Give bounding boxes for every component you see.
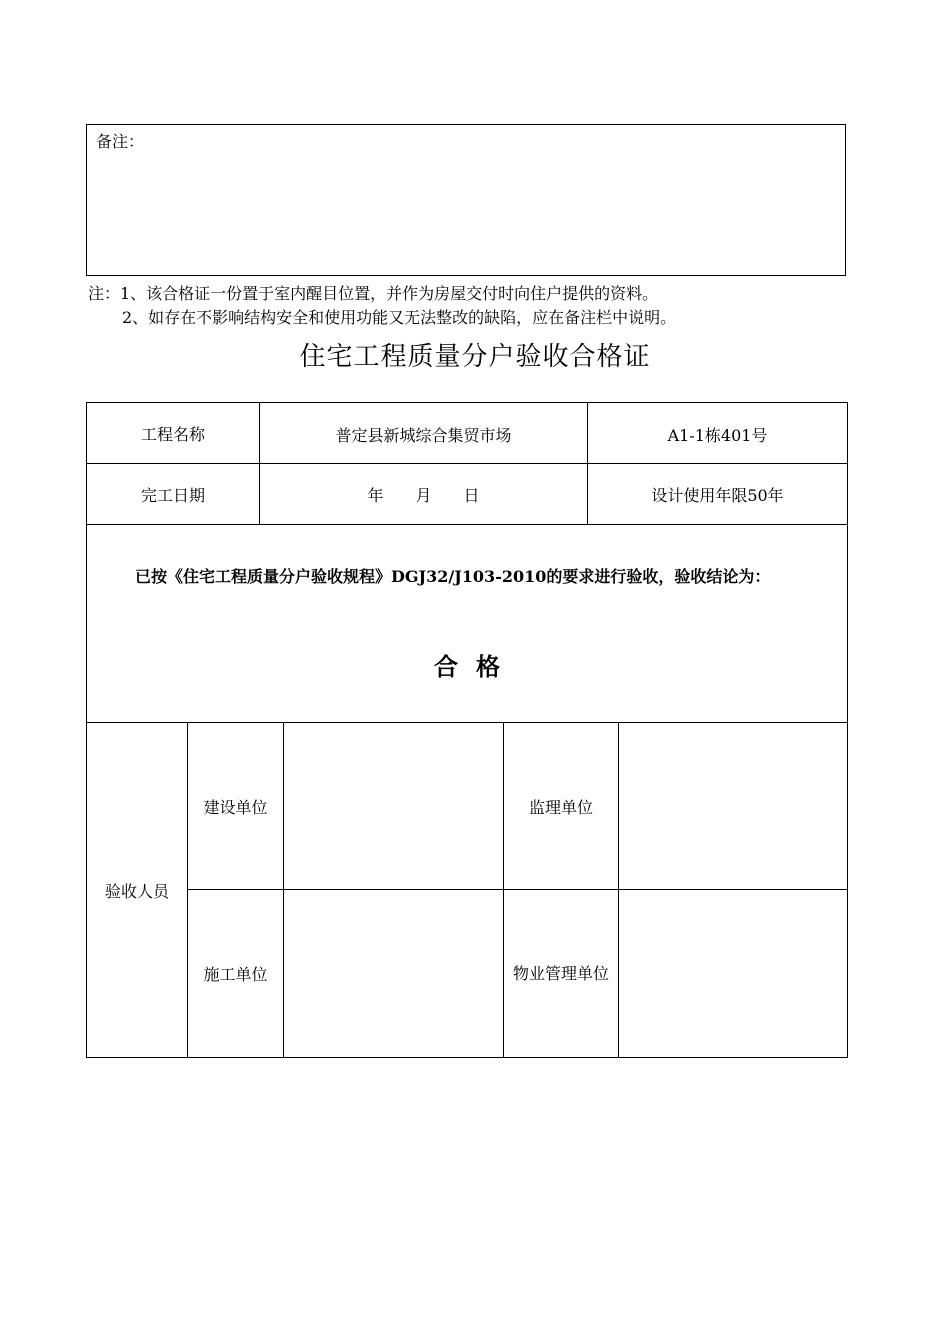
conclusion-text: 已按《住宅工程质量分户验收规程》DGJ32/J103-2010的要求进行验收，验收结论为： — [135, 567, 771, 586]
note-1: 注：1、该合格证一份置于室内醒目位置，并作为房屋交付时向住户提供的资料。 — [88, 284, 659, 303]
completion-date-value: 年 月 日 — [367, 485, 480, 505]
property-management-label: 物业管理单位 — [513, 963, 610, 983]
inspectors-label: 验收人员 — [104, 881, 169, 901]
project-name-value: 普定县新城综合集贸市场 — [335, 425, 512, 445]
row-divider — [87, 524, 847, 525]
remarks-label: 备注： — [96, 132, 145, 151]
result-qualified: 合格 — [434, 652, 518, 681]
certificate-table — [86, 402, 848, 1058]
unit-number: A1-1栋401号 — [667, 425, 768, 445]
supervision-unit-label: 监理单位 — [528, 797, 593, 817]
page-title: 住宅工程质量分户验收合格证 — [299, 342, 651, 372]
design-life: 设计使用年限50年 — [651, 485, 784, 505]
project-name-label: 工程名称 — [140, 424, 205, 444]
note-2: 2、如存在不影响结构安全和使用功能又无法整改的缺陷，应在备注栏中说明。 — [122, 308, 677, 327]
col-divider — [283, 722, 284, 1057]
col-divider — [618, 722, 619, 1057]
completion-date-label: 完工日期 — [140, 485, 205, 505]
construction-unit-label: 建设单位 — [203, 797, 268, 817]
builder-unit-label: 施工单位 — [203, 965, 268, 984]
remarks-box — [86, 124, 846, 276]
